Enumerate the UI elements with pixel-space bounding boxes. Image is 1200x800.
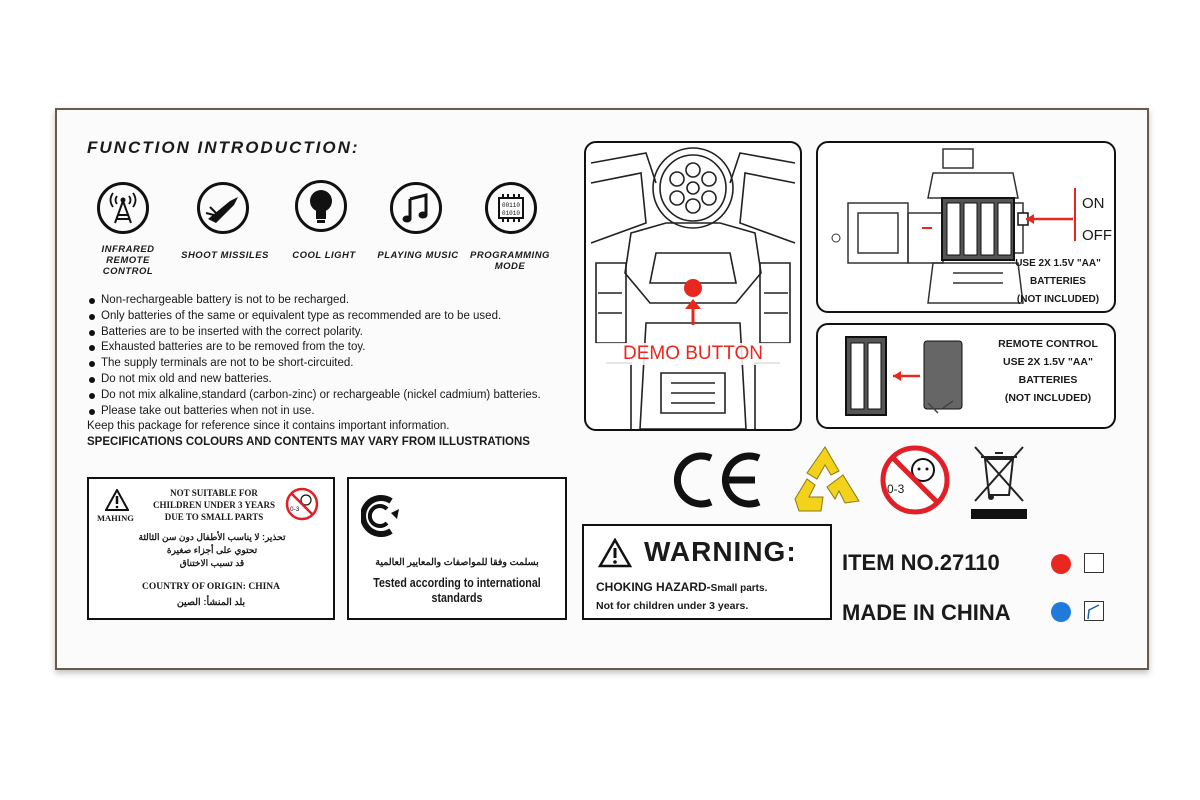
function-light xyxy=(295,180,347,232)
package-back-panel xyxy=(55,108,1149,670)
music-note-icon xyxy=(390,182,442,234)
weee-bin-icon xyxy=(967,443,1031,528)
robot-battery-text: USE 2X 1.5V "AA" BATTERIES (NOT INCLUDED) xyxy=(1015,258,1101,305)
rule-item: Only batteries of the same or equivalent type as recommended are to be used. xyxy=(87,309,607,325)
svg-text:0-3: 0-3 xyxy=(290,506,300,513)
warning-title: WARNING: xyxy=(644,536,797,567)
age-restriction-icon xyxy=(879,444,951,521)
small-parts-text: NOT SUITABLE FOR CHILDREN UNDER 3 YEARS DUE TO SMALL PARTS xyxy=(153,488,275,522)
function-label-infrared: INFRARED REMOTE CONTROL xyxy=(101,244,155,277)
svg-text:01010: 01010 xyxy=(501,210,521,217)
spec-note: SPECIFICATIONS COLOURS AND CONTENTS MAY VARY FROM ILLUSTRATIONS xyxy=(87,436,530,449)
item-number: ITEM NO.27110 xyxy=(842,550,1000,575)
ce-mark-icon xyxy=(667,450,767,515)
rule-item: Please take out batteries when not in use. xyxy=(87,404,607,420)
remote-battery-illustration xyxy=(838,333,968,423)
recycle-icon xyxy=(787,443,863,522)
country-of-origin: COUNTRY OF ORIGIN: CHINA xyxy=(141,582,281,592)
svg-text:00110: 00110 xyxy=(501,202,521,209)
robot-chest-illustration xyxy=(586,143,800,429)
age-restriction-small-icon xyxy=(285,487,319,521)
not-for-children-note: Not for children under 3 years. xyxy=(596,600,749,612)
blue-variant-checkbox xyxy=(1084,601,1104,621)
country-of-origin-arabic: بلد المنشأ: الصين xyxy=(176,597,246,608)
made-in-label: MADE IN CHINA xyxy=(842,600,1011,625)
warning-triangle-icon xyxy=(598,538,632,568)
blue-color-dot xyxy=(1051,602,1071,622)
function-music xyxy=(390,182,442,234)
rule-item: Non-rechargeable battery is not to be recharged. xyxy=(87,293,607,309)
choking-hazard-line: CHOKING HAZARD-Small parts. xyxy=(596,580,768,594)
small-parts-warning-box xyxy=(87,477,335,620)
tested-text: Tested according to international standards xyxy=(373,575,541,605)
keep-note: Keep this package for reference since it contains important information. xyxy=(87,420,450,433)
rule-item: The supply terminals are not to be short-circuited. xyxy=(87,356,607,372)
red-variant-checkbox xyxy=(1084,553,1104,573)
demo-button-panel xyxy=(584,141,802,431)
function-label-light: COOL LIGHT xyxy=(292,250,356,261)
function-label-music: PLAYING MUSIC xyxy=(377,250,459,261)
mahing-label: MAHING xyxy=(97,513,134,523)
chip-icon xyxy=(485,182,537,234)
arabic-warning-text: تحذير: لا يناسب الأطفال دون سن الثالثة تحتوي على أجزاء صغيرة قد تسبب الاختناق xyxy=(138,532,286,568)
robot-battery-panel xyxy=(816,141,1116,313)
function-label-programming: PROGRAMMING MODE xyxy=(470,250,550,272)
rule-item: Do not mix old and new batteries. xyxy=(87,372,607,388)
red-color-dot xyxy=(1051,554,1071,574)
function-infrared xyxy=(97,182,157,234)
function-programming xyxy=(485,182,537,234)
caution-triangle-icon xyxy=(105,489,129,511)
function-label-shoot: SHOOT MISSILES xyxy=(181,250,269,261)
light-bulb-icon xyxy=(295,180,347,232)
age-label: 0-3 xyxy=(887,482,905,496)
crescent-logo-icon xyxy=(361,493,401,537)
battery-rules xyxy=(87,293,607,451)
check-mark-icon xyxy=(1085,602,1103,620)
switch-on-label: ON xyxy=(1082,195,1105,212)
antenna-icon xyxy=(97,182,149,234)
switch-off-label: OFF xyxy=(1082,227,1112,244)
remote-battery-text: REMOTE CONTROL USE 2X 1.5V "AA" BATTERIES (NOT INCLUDED) xyxy=(998,338,1098,404)
demo-button-label: DEMO BUTTON xyxy=(586,343,800,365)
rule-item: Batteries are to be inserted with the correct polarity. xyxy=(87,325,607,341)
missile-icon xyxy=(197,182,249,234)
rule-item: Do not mix alkaline,standard (carbon-zinc) or rechargeable (nickel cadmium) batteries. xyxy=(87,388,607,404)
rule-item: Exhausted batteries are to be removed from the toy. xyxy=(87,340,607,356)
tested-arabic-text: بسلمت وفقا للمواصفات والمعايير العالمية xyxy=(375,557,539,568)
function-shoot xyxy=(197,182,249,234)
function-title: FUNCTION INTRODUCTION: xyxy=(87,138,360,157)
tested-standards-box xyxy=(347,477,567,620)
remote-battery-panel xyxy=(816,323,1116,429)
choking-warning-box xyxy=(582,524,832,620)
